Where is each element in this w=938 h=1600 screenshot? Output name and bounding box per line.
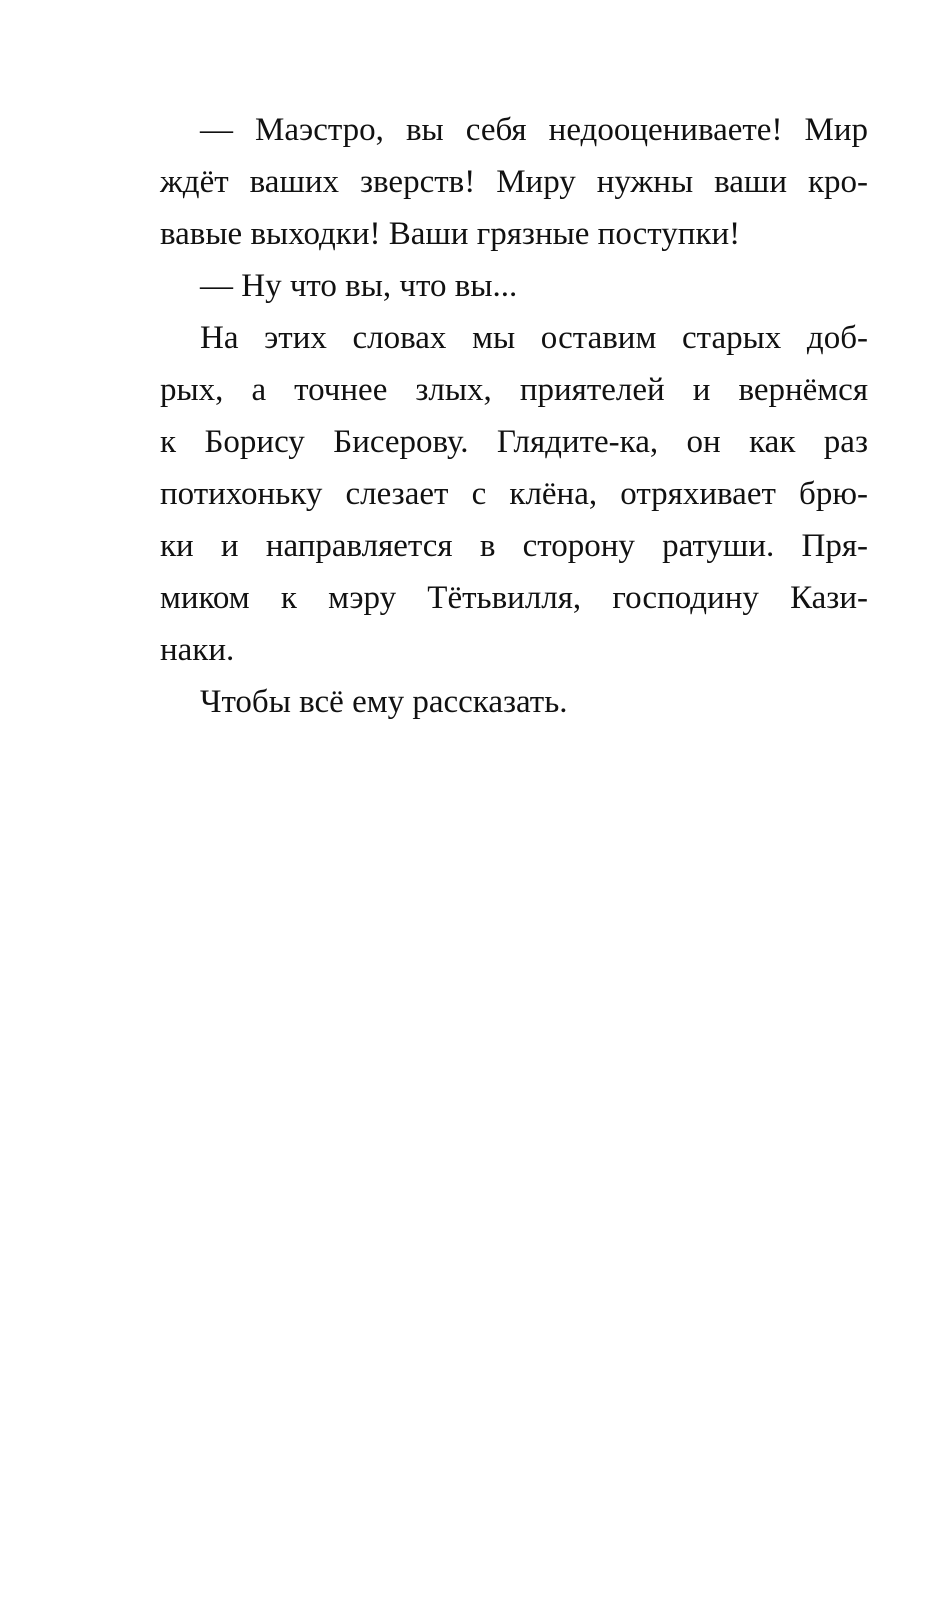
text-line: потихоньку слезает с клёна, отряхивает брю- xyxy=(160,476,868,512)
text-line: наки. xyxy=(160,632,235,668)
text-line: ки и направляется в сторону ратуши. Пря- xyxy=(160,528,868,564)
text-line: ждёт ваших зверств! Миру нужны ваши кро- xyxy=(160,164,868,200)
text-line: Чтобы всё ему рассказать. xyxy=(200,684,568,720)
book-page-text xyxy=(160,104,868,728)
text-line: — Маэстро, вы себя недооцениваете! Мир xyxy=(200,112,868,148)
text-line: к Борису Бисерову. Глядите-ка, он как раз xyxy=(160,424,868,460)
text-line: — Ну что вы, что вы... xyxy=(200,268,518,304)
text-line: На этих словах мы оставим старых доб- xyxy=(200,320,868,356)
text-line: рых, а точнее злых, приятелей и вернёмся xyxy=(160,372,868,408)
text-line: миком к мэру Тётьвилля, господину Кази- xyxy=(160,580,868,616)
text-line: вавые выходки! Ваши грязные поступки! xyxy=(160,216,741,252)
